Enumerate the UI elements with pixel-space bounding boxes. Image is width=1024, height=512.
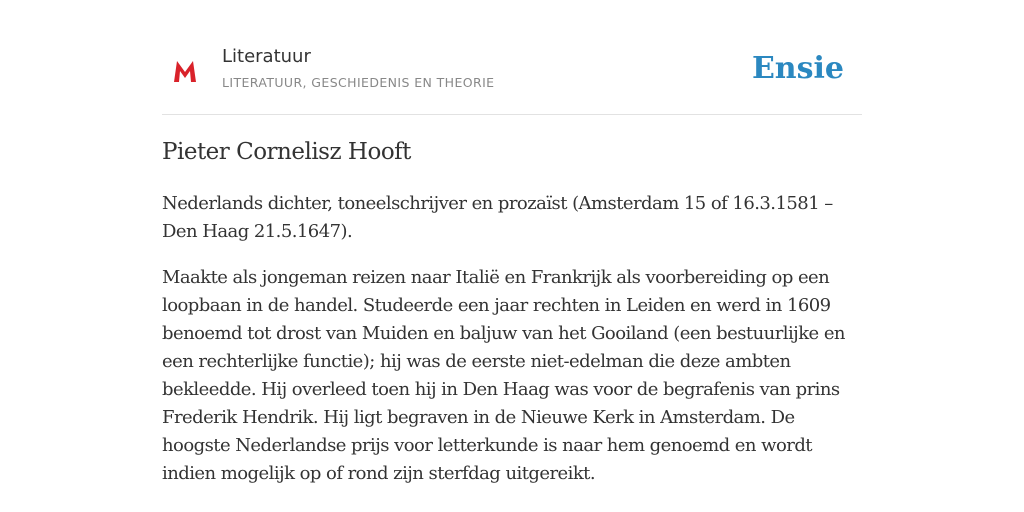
article	[162, 134, 862, 488]
article-title: Pieter Cornelisz Hooft	[162, 139, 411, 165]
m-logo-icon[interactable]	[172, 56, 198, 86]
article-paragraph: Nederlands dichter, toneelschrijver en prozaïst (Amsterdam 15 of 16.3.1581 – Den Haag 21.5.1647).	[162, 193, 833, 242]
category-subtitle: LITERATUUR, GESCHIEDENIS EN THEORIE	[222, 75, 495, 90]
brand-logo[interactable]: Ensie	[751, 51, 844, 86]
header	[162, 40, 862, 115]
category-title[interactable]: Literatuur	[222, 46, 311, 67]
article-paragraph: Maakte als jongeman reizen naar Italië en Frankrijk als voorbereiding op een loopbaan in de handel. Studeerde een jaar rechten in Leiden en werd in 1609 benoemd tot drost van Muiden en baljuw van het Gooiland (een bestuurlijke en een rechterlijke functie); hij was de eerste niet-edelman die deze ambten bekleedde. Hij overleed toen hij in Den Haag was voor de begrafenis van prins Frederik Hendrik. Hij ligt begraven in de Nieuwe Kerk in Amsterdam. De hoogste Nederlandse prijs voor letterkunde is naar hem genoemd en wordt indien mogelijk op of rond zijn sterfdag uitgereikt.	[162, 267, 845, 484]
